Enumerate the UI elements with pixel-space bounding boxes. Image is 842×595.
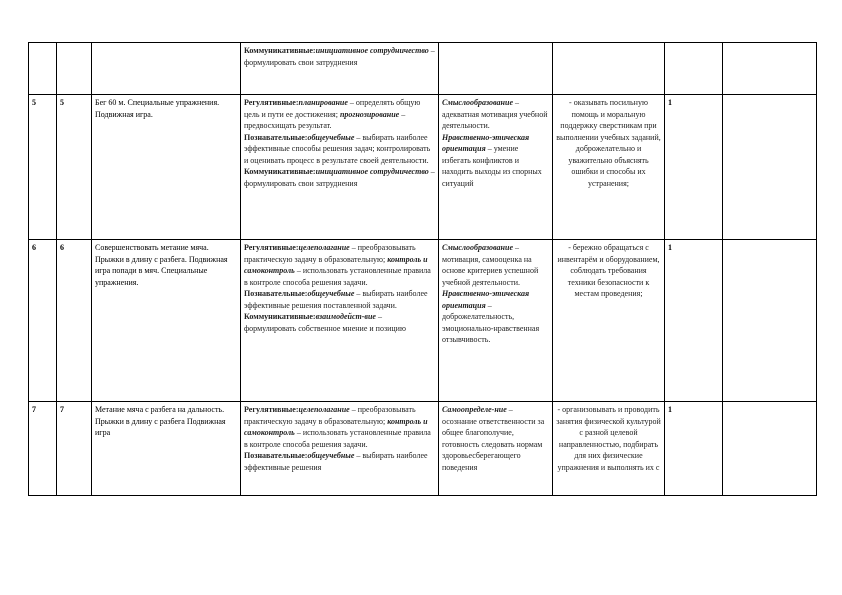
personal-term: Смыслообразование bbox=[442, 243, 513, 252]
hours-value: 1 bbox=[668, 405, 672, 414]
uud-label: Познавательные: bbox=[244, 132, 308, 142]
notes-cell bbox=[723, 240, 817, 402]
lesson-number-cell bbox=[29, 95, 57, 240]
personal-cell bbox=[439, 240, 553, 402]
topic-cell bbox=[92, 402, 241, 496]
upbringing-text: - бережно обращаться с инвентарём и оборудованием, соблюдать требования техники безопасности к местам проведения; bbox=[557, 243, 660, 298]
upbringing-text: - оказывать посильную помощь и моральную поддержку сверстникам при выполнении учебных заданий, доброжелательно и уважительно объяснять ошибки и способы их устранения; bbox=[556, 98, 661, 188]
uud-label: Коммуникативные: bbox=[244, 312, 316, 321]
uud-term: контроль и самоконтроль bbox=[244, 254, 428, 275]
lesson-number-cell bbox=[29, 43, 57, 95]
uud-cell bbox=[241, 240, 439, 402]
uud-term: планирование bbox=[298, 98, 348, 107]
lesson-number-alt: 5 bbox=[60, 98, 64, 107]
uud-label: Коммуникативные: bbox=[244, 167, 316, 176]
upbringing-cell bbox=[553, 240, 665, 402]
topic-cell bbox=[92, 240, 241, 402]
uud-term: целеполагание bbox=[298, 243, 350, 252]
lesson-topic: Метание мяча с разбега на дальность. Прыжки в длину с разбега Подвижная игра bbox=[95, 405, 226, 437]
personal-cell bbox=[439, 43, 553, 95]
uud-text: – преобразовывать практическую задачу в образовательную; bbox=[244, 405, 416, 426]
uud-label: Регулятивные: bbox=[244, 98, 299, 107]
uud-cell bbox=[241, 402, 439, 496]
table-row bbox=[29, 240, 817, 402]
hours-value: 1 bbox=[668, 98, 672, 107]
notes-cell bbox=[723, 43, 817, 95]
uud-text: – выбирать наиболее эффективные решения bbox=[244, 451, 428, 472]
personal-text: – осознание ответственности за общее благополучие, готовность следовать нормам здоровьесберегающего поведения bbox=[442, 405, 545, 472]
uud-text: – формулировать свои затруднения bbox=[244, 167, 435, 188]
personal-cell bbox=[439, 95, 553, 240]
uud-text: – преобразовывать практическую задачу в образовательную; bbox=[244, 243, 416, 264]
uud-label: Регулятивные: bbox=[244, 405, 299, 414]
personal-cell bbox=[439, 402, 553, 496]
table-row bbox=[29, 43, 817, 95]
lesson-number-alt: 7 bbox=[60, 405, 64, 414]
hours-cell bbox=[665, 402, 723, 496]
uud-text: – определять общую цель и пути ее достижения; bbox=[244, 98, 421, 119]
uud-text: – использовать установленные правила в контроле способа решения задачи. bbox=[244, 266, 431, 287]
lesson-number-alt: 6 bbox=[60, 243, 64, 252]
lesson-number-alt-cell bbox=[57, 43, 92, 95]
personal-term: Смыслообразование bbox=[442, 98, 513, 107]
uud-cell bbox=[241, 43, 439, 95]
uud-term: взаимодейст-вие bbox=[315, 312, 376, 321]
uud-label: Познавательные: bbox=[244, 289, 308, 298]
upbringing-cell bbox=[553, 95, 665, 240]
uud-term: контроль и самоконтроль bbox=[244, 416, 428, 437]
table-row bbox=[29, 95, 817, 240]
lesson-number: 7 bbox=[32, 405, 36, 414]
lesson-number-cell bbox=[29, 240, 57, 402]
hours-cell bbox=[665, 95, 723, 240]
personal-text: – мотивация, самооценка на основе критериев успешной учебной деятельности. bbox=[442, 243, 539, 287]
uud-term: инициативное сотрудничество bbox=[315, 167, 429, 176]
topic-cell bbox=[92, 43, 241, 95]
uud-text: – формулировать собственное мнение и позицию bbox=[244, 312, 406, 333]
personal-text: – доброжелательность, эмоционально-нравственная отзывчивость. bbox=[442, 300, 540, 344]
personal-text: – адекватная мотивация учебной деятельности. bbox=[442, 98, 548, 130]
hours-value: 1 bbox=[668, 243, 672, 252]
uud-text: – выбирать наиболее эффективные способы решения задач; контролировать и оценивать процесс в результате своей деятельности. bbox=[244, 132, 431, 165]
uud-text: – формулировать свои затруднения bbox=[244, 46, 435, 67]
lesson-topic: Бег 60 м. Специальные упражнения. Подвижная игра. bbox=[95, 98, 220, 119]
topic-cell bbox=[92, 95, 241, 240]
lesson-topic: Совершенствовать метание мяча. Прыжки в длину с разбега. Подвижная игра попади в мяч. Специальные упражнения. bbox=[95, 243, 228, 287]
uud-term: общеучебные bbox=[307, 289, 355, 298]
upbringing-cell bbox=[553, 43, 665, 95]
lesson-number-alt-cell bbox=[57, 240, 92, 402]
lesson-number: 5 bbox=[32, 98, 36, 107]
uud-label: Коммуникативные: bbox=[244, 46, 316, 55]
uud-term: инициативное сотрудничество bbox=[315, 46, 429, 55]
notes-cell bbox=[723, 402, 817, 496]
lesson-number: 6 bbox=[32, 243, 36, 252]
lesson-number-cell bbox=[29, 402, 57, 496]
uud-cell bbox=[241, 95, 439, 240]
personal-text: – умение избегать конфликтов и находить выходы из спорных ситуаций bbox=[442, 144, 542, 188]
uud-term: целеполагание bbox=[298, 405, 350, 414]
uud-label: Регулятивные: bbox=[244, 243, 299, 252]
upbringing-cell bbox=[553, 402, 665, 496]
table-row bbox=[29, 402, 817, 496]
upbringing-text: - организовывать и проводить занятия физической культурой с разной целевой направленностью, подбирать для них физические упражнения и выполнять их с bbox=[556, 405, 661, 472]
personal-term: Нравственно-этическая ориентация bbox=[442, 289, 530, 310]
uud-term: прогнозирование bbox=[339, 109, 400, 119]
lesson-plan-table bbox=[28, 42, 817, 496]
notes-cell bbox=[723, 95, 817, 240]
uud-text: – выбирать наиболее эффективные решения поставленной задачи. bbox=[244, 289, 428, 310]
uud-text: – предвосхищать результат. bbox=[244, 109, 406, 130]
uud-term: общеучебные bbox=[307, 451, 355, 460]
lesson-number-alt-cell bbox=[57, 95, 92, 240]
uud-text: – использовать установленные правила в контроле способа решения задачи. bbox=[244, 428, 431, 449]
lesson-number-alt-cell bbox=[57, 402, 92, 496]
uud-label: Познавательные: bbox=[244, 451, 308, 460]
uud-term: общеучебные bbox=[307, 132, 355, 142]
hours-cell bbox=[665, 43, 723, 95]
hours-cell bbox=[665, 240, 723, 402]
personal-term: Нравственно-этическая ориентация bbox=[442, 132, 530, 153]
personal-term: Самоопределе-ние bbox=[442, 405, 507, 414]
